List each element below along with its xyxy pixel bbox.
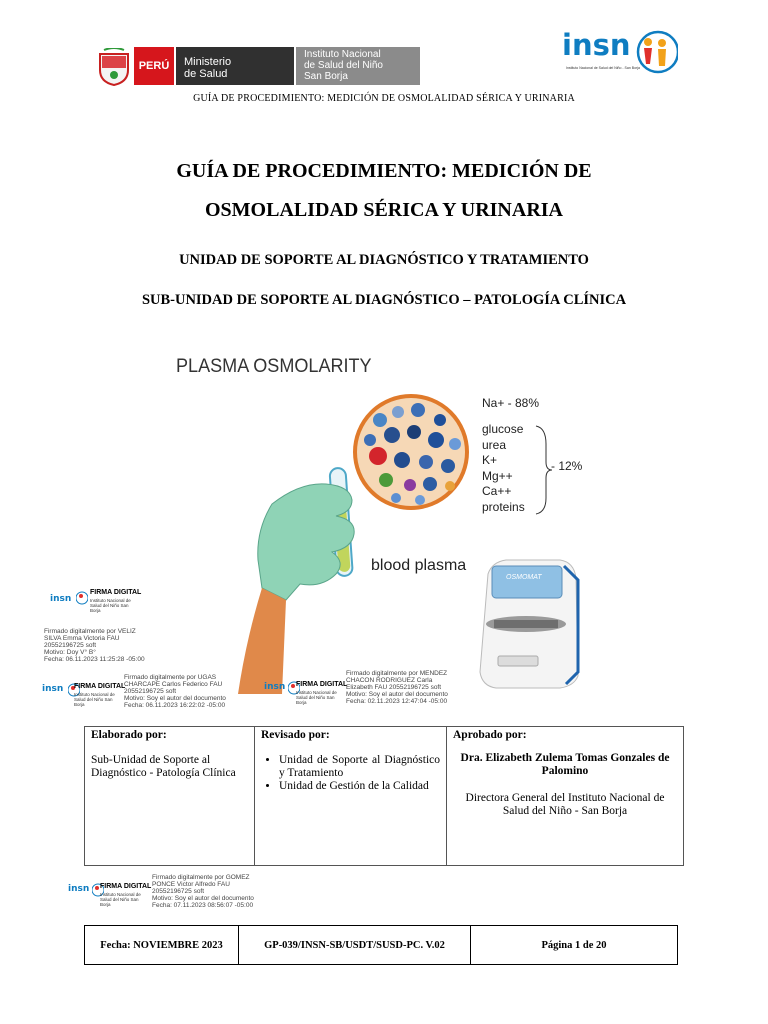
- reviewed-by-column: [255, 727, 447, 865]
- reviewer-item: • Unidad de Gestión de la Calidad: [279, 780, 440, 793]
- footer-date: Fecha: NOVIEMBRE 2023: [85, 926, 239, 964]
- prepared-by-value: Sub-Unidad de Soporte al Diagnóstico - Patología Clínica: [91, 754, 236, 779]
- reviewed-by-label: Revisado por:: [261, 729, 330, 741]
- insn-mini-logo: insn: [264, 682, 286, 692]
- prepared-by-label: Elaborado por:: [91, 729, 167, 741]
- sodium-label: Na+ - 88%: [482, 396, 540, 410]
- blood-plasma-caption: blood plasma: [371, 557, 467, 574]
- approver-name: Dra. Elizabeth Zulema Tomas Gonzales de Palomino: [460, 752, 670, 777]
- insn-logo-subtitle: Instituto Nacional de Salud del Niño - San Borja: [566, 66, 640, 70]
- unit-title: UNIDAD DE SOPORTE AL DIAGNÓSTICO Y TRATAMIENTO: [179, 252, 589, 268]
- footer-page-number: Página 1 de 20: [541, 939, 607, 951]
- insn-mini-kids-icon: [76, 590, 88, 606]
- others-percentage: - 12%: [551, 459, 583, 473]
- insn-mini-logo: insn: [42, 684, 64, 694]
- peru-coat-of-arms-icon: [96, 48, 132, 86]
- device-label: OSMOMAT: [506, 574, 542, 581]
- plasma-components-list: glucose urea K+ Mg++ Ca++ proteins: [482, 422, 525, 514]
- approval-table: [84, 726, 684, 866]
- reviewer-item: • Unidad de Soporte al Diagnóstico y Tratamiento: [279, 754, 440, 780]
- insn-mini-logo: insn: [50, 594, 72, 604]
- institute-label: Instituto Nacional de Salud del Niño San Borja: [296, 47, 420, 85]
- approver-role: Directora General del Instituto Nacional de Salud del Niño - San Borja: [465, 792, 665, 817]
- figure-title: PLASMA OSMOLARITY: [176, 356, 372, 377]
- insn-mini-logo: insn: [68, 884, 90, 894]
- document-footer: [84, 925, 678, 965]
- ministry-label: Ministerio de Salud: [176, 47, 294, 85]
- peru-label: PERÚ: [134, 47, 174, 85]
- approved-by-label: Aprobado por:: [453, 729, 527, 741]
- insn-logo-text: insn: [562, 28, 631, 62]
- prepared-by-column: [85, 727, 255, 865]
- approved-by-column: [447, 727, 683, 865]
- footer-document-code: GP-039/INSN-SB/USDT/SUSD-PC. V.02: [239, 926, 471, 964]
- running-header: GUÍA DE PROCEDIMIENTO: MEDICIÓN DE OSMOLALIDAD SÉRICA Y URINARIA: [193, 93, 575, 104]
- subunit-title: SUB-UNIDAD DE SOPORTE AL DIAGNÓSTICO – PATOLOGÍA CLÍNICA: [141, 292, 627, 308]
- page-title: GUÍA DE PROCEDIMIENTO: MEDICIÓN DE OSMOLALIDAD SÉRICA Y URINARIA: [176, 160, 592, 221]
